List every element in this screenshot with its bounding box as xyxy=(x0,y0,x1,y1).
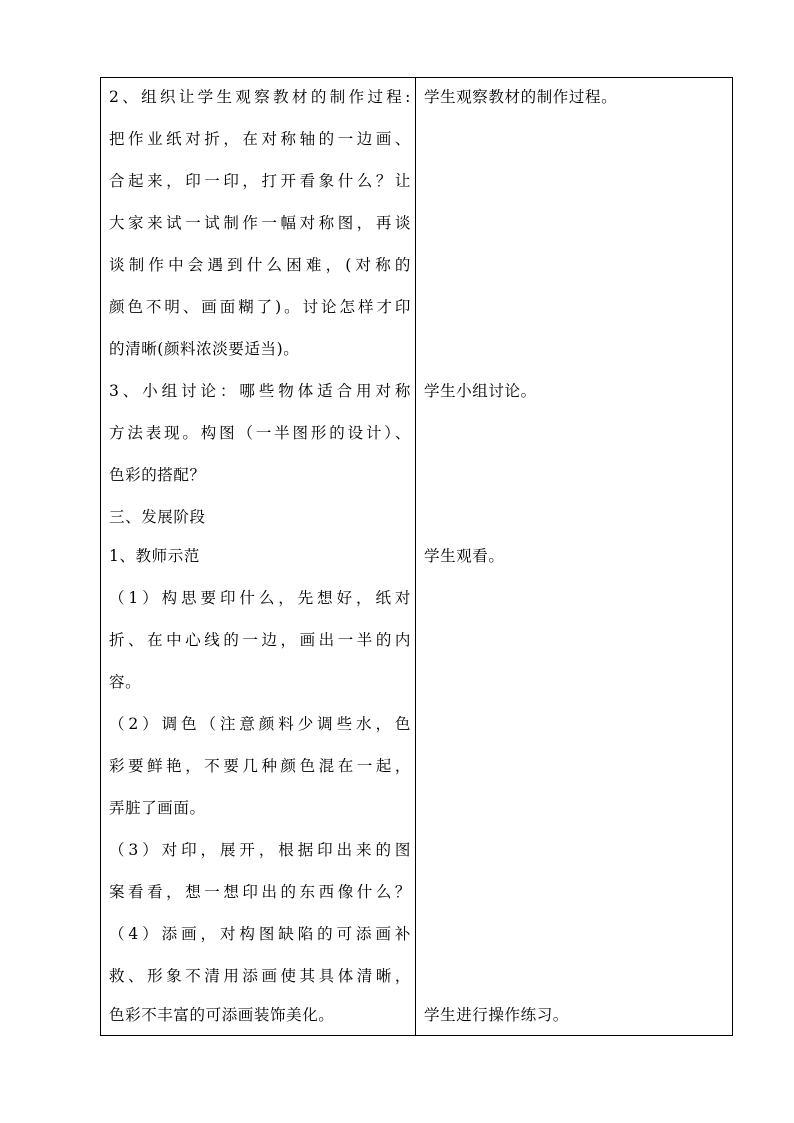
student-activity-content xyxy=(416,78,732,1035)
text-line: 彩要鲜艳，不要几种颜色混在一起， xyxy=(109,757,411,775)
lesson-plan-table xyxy=(100,77,733,1036)
text-line: （2）调色（注意颜料少调些水，色 xyxy=(109,715,411,733)
text-line: 大家来试一试制作一幅对称图，再谈 xyxy=(109,214,411,232)
student-activity-cell xyxy=(416,78,733,1036)
text-line: 弄脏了画面。 xyxy=(109,799,206,817)
text-line: 1、教师示范 xyxy=(109,547,200,565)
text-line: 颜色不明、画面糊了)。讨论怎样才印 xyxy=(109,298,411,316)
text-line: 学生小组讨论。 xyxy=(424,382,537,400)
table-row xyxy=(101,78,733,1036)
text-line: 合起来，印一印，打开看象什么？让 xyxy=(109,172,411,190)
text-line: 2、组织让学生观察教材的制作过程: xyxy=(109,88,411,106)
text-line: （1）构思要印什么，先想好，纸对 xyxy=(109,589,411,607)
text-line: 色彩的搭配？ xyxy=(109,466,206,484)
text-line: 救、形象不清用添画使其具体清晰， xyxy=(109,967,411,985)
text-line: 的清晰(颜料浓淡要适当)。 xyxy=(109,340,300,358)
text-line: 方法表现。构图（一半图形的设计）、 xyxy=(109,424,411,442)
teacher-activity-content xyxy=(101,78,415,1035)
text-line: 学生观看。 xyxy=(424,547,505,565)
text-line: 学生进行操作练习。 xyxy=(424,1006,569,1024)
teacher-activity-cell xyxy=(101,78,416,1036)
text-line: （4）添画，对构图缺陷的可添画补 xyxy=(109,925,411,943)
text-line: 3、小组讨论：哪些物体适合用对称 xyxy=(109,382,411,400)
text-line: （3）对印，展开，根据印出来的图 xyxy=(109,841,411,859)
text-line: 案看看，想一想印出的东西像什么？ xyxy=(109,883,411,901)
text-line: 学生观察教材的制作过程。 xyxy=(424,88,618,106)
text-line: 容。 xyxy=(109,673,142,691)
text-line: 色彩不丰富的可添画装饰美化。 xyxy=(109,1006,335,1024)
text-line: 折、在中心线的一边，画出一半的内 xyxy=(109,631,411,649)
section-heading: 三、发展阶段 xyxy=(109,508,206,526)
text-line: 谈制作中会遇到什么困难，(对称的 xyxy=(109,256,411,274)
text-line: 把作业纸对折，在对称轴的一边画、 xyxy=(109,130,411,148)
